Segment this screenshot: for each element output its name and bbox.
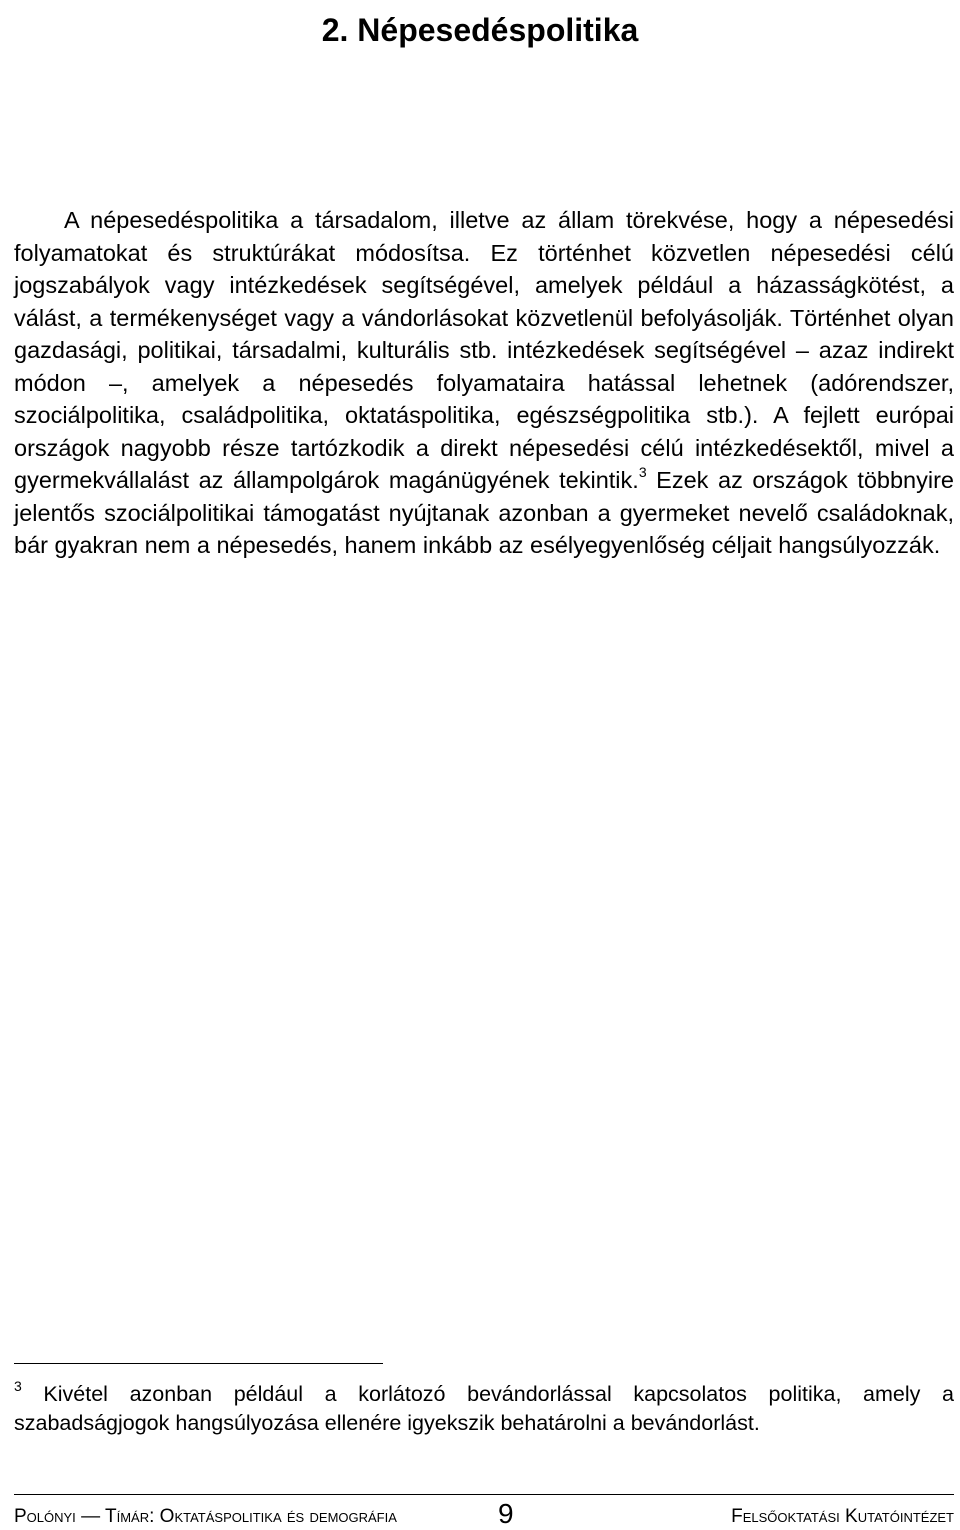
footer-rule: [14, 1494, 954, 1495]
paragraph: [14, 204, 954, 562]
footnote-text: Kivétel azonban például a korlátozó bevándorlással kapcsolatos politika, amely a szabadságjogok hangsúlyozása ellenére igyekszik behatárolni a bevándorlást.: [14, 1382, 954, 1435]
footnote-separator: [14, 1363, 383, 1364]
footer-authors-title: Polónyi — Tímár: Oktatáspolitika és demográfia: [14, 1506, 397, 1527]
footnote: [14, 1377, 954, 1438]
page-title: 2. Népesedéspolitika: [321, 12, 639, 48]
page-footer: [14, 1496, 954, 1528]
footnote-reference[interactable]: 3: [638, 464, 647, 481]
footer-institution: Felsőoktatási Kutatóintézet: [731, 1506, 954, 1527]
paragraph-text-part-2: Ezek az országok többnyire jelentős szociálpolitikai támogatást nyújtanak azonban a gyermeket nevelő családoknak, bár gyakran nem a népesedés, hanem inkább az esélyegyenlőség céljait hangsúlyozzák.: [14, 467, 954, 558]
page-number: 9: [498, 1498, 514, 1529]
paragraph-text-part-1: A népesedéspolitika a társadalom, illetve az állam törekvése, hogy a népesedési folyamatokat és struktúrákat módosítsa. Ez történhet közvetlen népesedési célú jogszabályok vagy intézkedések segítségével, amelyek például a házasságkötést, a válást, a termékenységet vagy a vándorlásokat közvetlenül befolyásolják. Történhet olyan gazdasági, politikai, társadalmi, kulturális stb. intézkedések segítségével – azaz indirekt módon –, amelyek a népesedés folyamataira hatással lehetnek (adórendszer, szociálpolitika, családpolitika, oktatáspolitika, egészségpolitika stb.). A fejlett európai országok nagyobb része tartózkodik a direkt népesedési célú intézkedésektől, mivel a gyermekvállalást az állampolgárok magánügyének tekintik.: [14, 207, 954, 493]
main-paragraph: [14, 204, 954, 562]
footnote-number: 3: [14, 1377, 22, 1394]
